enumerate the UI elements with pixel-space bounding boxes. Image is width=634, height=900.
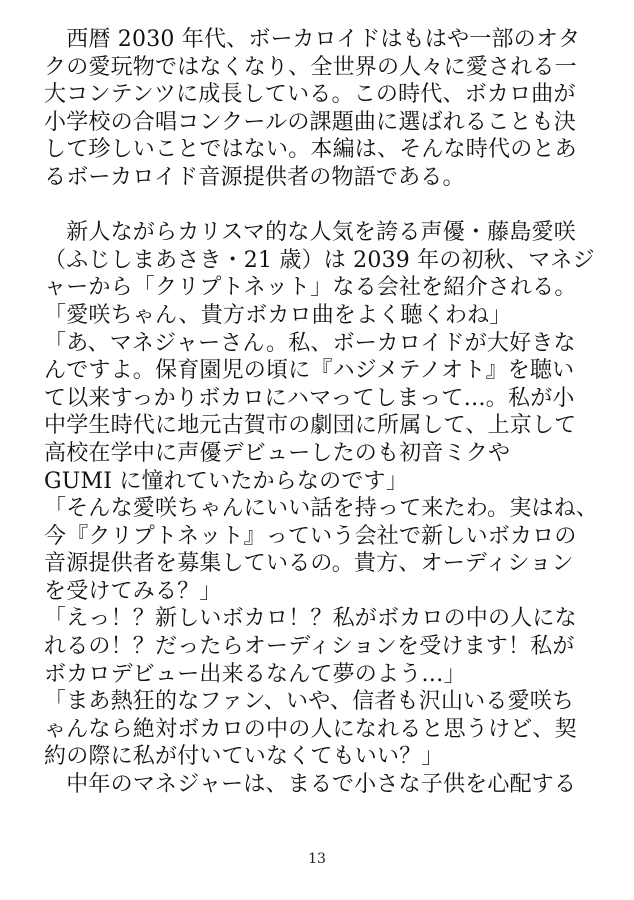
text-line: 「あ、マネジャーさん。私、ボーカロイドが大好きな <box>44 330 576 356</box>
paragraph-gap <box>44 192 600 220</box>
text-line: GUMI に憧れていたからなのです」 <box>44 468 408 494</box>
text-line: 新人ながらカリスマ的な人気を誇る声優・藤島愛咲 <box>44 220 576 246</box>
text-line: ゃんなら絶対ボカロの中の人になれると思うけど、契 <box>44 716 577 742</box>
paragraph-intro <box>44 26 600 192</box>
text-line: 約の際に私が付いていなくてもいい？」 <box>44 744 444 770</box>
body-text <box>44 26 600 799</box>
text-line: 「そんな愛咲ちゃんにいい話を持って来たわ。実はね、 <box>44 496 599 522</box>
text-line: 大コンテンツに成長している。この時代、ボカロ曲が <box>44 82 576 108</box>
text-line: るボーカロイド音源提供者の物語である。 <box>44 164 465 190</box>
text-line: して珍しいことではない。本編は、そんな時代のとあ <box>44 137 577 163</box>
text-line: 西暦 2030 年代、ボーカロイドはもはや一部のオタ <box>44 27 581 52</box>
text-line: 高校在学中に声優デビューしたのも初音ミクや <box>44 440 511 466</box>
text-line: て以来すっかりボカロにハマってしまって…。私が小 <box>44 385 575 411</box>
text-line: クの愛玩物ではなくなり、全世界の人々に愛される一 <box>44 54 577 80</box>
text-line: 今『クリプトネット』っていう会社で新しいボカロの <box>44 523 577 549</box>
text-line: れるの！？だったらオーディションを受けます！私が <box>44 634 575 660</box>
text-line: ボカロデビュー出来るなんて夢のよう…」 <box>44 661 466 687</box>
text-line: （ふじしまあさき・21 歳）は 2039 年の初秋、マネジ <box>44 247 595 273</box>
text-line: を受けてみる？」 <box>44 578 222 604</box>
text-line: 中年のマネジャーは、まるで小さな子供を心配する <box>44 772 577 798</box>
text-line: 「まあ熱狂的なファン、いや、信者も沢山いる愛咲ち <box>44 689 575 715</box>
text-line: 中学生時代に地元古賀市の劇団に所属して、上京して <box>44 413 577 439</box>
text-line: んですよ。保育園児の頃に『ハジメテノオト』を聴い <box>44 358 575 384</box>
paragraph-story <box>44 219 600 798</box>
text-line: 小学校の合唱コンクールの課題曲に選ばれることも決 <box>44 109 576 135</box>
text-line: 「えっ！？新しいボカロ！？私がボカロの中の人にな <box>44 606 577 632</box>
text-line: 「愛咲ちゃん、貴方ボカロ曲をよく聴くわね」 <box>44 302 512 328</box>
text-line: 音源提供者を募集しているの。貴方、オーディション <box>44 551 574 577</box>
text-line: ャーから「クリプトネット」なる会社を紹介される。 <box>44 275 577 301</box>
page-number: 13 <box>308 851 326 867</box>
